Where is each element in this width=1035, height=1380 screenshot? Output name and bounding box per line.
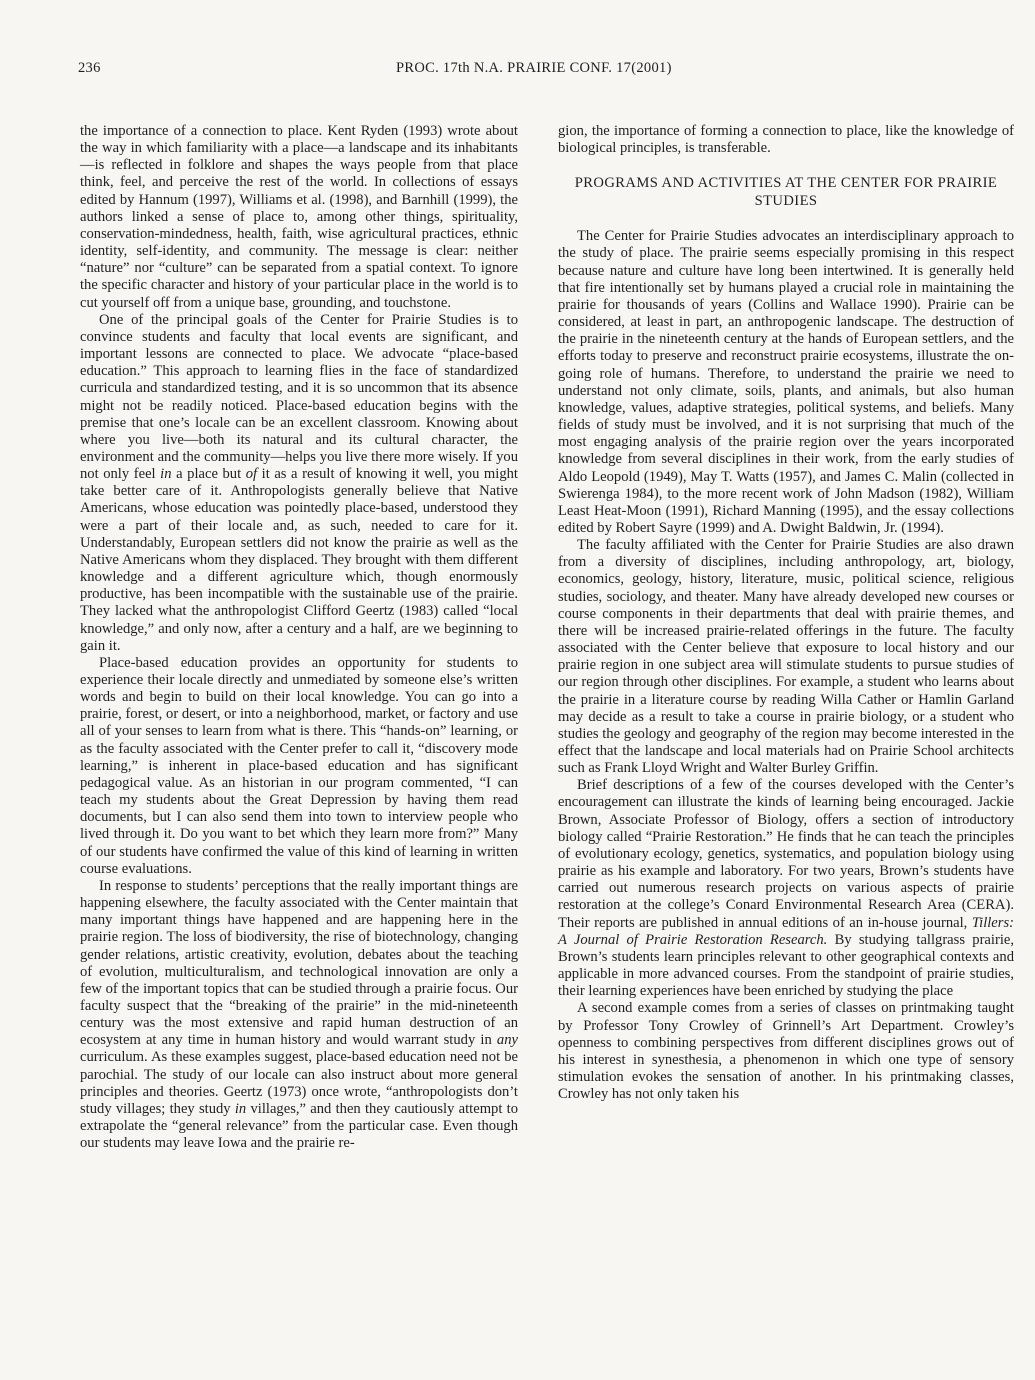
- paragraph-text: a place but: [171, 466, 246, 483]
- left-column: [80, 123, 518, 1152]
- paragraph-text: villages,” and then they cautiously attempt to extrapolate the “general relevance” from the particular case. Even though our students may leave Iowa and the prairie re-: [80, 1100, 519, 1152]
- paragraph: [80, 312, 518, 655]
- italic-word: in: [234, 1100, 247, 1117]
- paragraph: A second example comes from a series of classes on printmaking taught by Professor Tony Crowley of Grinnell’s Art Department. Crowley’s openness to combining perspectives from different disciplines grows out of his interest in synesthesia, a phenomenon in which one type of sensory stimulation evokes the sensation of another. In his printmaking classes, Crowley has not only taken his: [558, 1000, 1014, 1103]
- paragraph-text: By studying tallgrass prairie, Brown’s students learn principles relevant to other geographical contexts and applicable in more advanced courses. From the standpoint of prairie studies, their learning experiences have been enriched by studying the place: [558, 931, 1014, 1000]
- paragraph: The Center for Prairie Studies advocates an interdisciplinary approach to the study of place. The prairie seems especially promising in this respect because nature and culture have long been intertwined. It is generally held that fire intentionally set by humans played a crucial role in maintaining the prairie for thousands of years (Collins and Wallace 1990). Prairie can be considered, at least in part, an anthropogenic landscape. The destruction of the prairie in the nineteenth century at the hands of European settlers, and the efforts today to preserve and reconstruct prairie ecosystems, illustrate the on-going role of humans. Therefore, to understand the prairie we need to understand not only climate, soils, plants, and animals, but also human knowledge, values, adaptive strategies, political systems, and beliefs. Many fields of study must be involved, and it is not surprising that much of the most engaging analysis of the prairie region over the years incorporated knowledge from several disciplines in their work, from the early studies of Aldo Leopold (1949), May T. Watts (1957), and James C. Malin (collected in Swierenga 1984), to the more recent work of John Madson (1982), William Least Heat-Moon (1991), Richard Manning (1995), and the essay collections edited by Robert Sayre (1999) and A. Dwight Baldwin, Jr. (1994).: [558, 228, 1014, 536]
- paragraph-text: it as a result of knowing it well, you might take better care of it. Anthropologists generally believe that Native Americans, whose education was pointedly place-based, understood they were a part of their locale and, as such, needed to care for it. Understandably, European settlers did not know the prairie as well as the Native Americans whom they displaced. They brought with them different knowledge and a different agriculture which, though enormously productive, has been incompatible with the sustainable use of the prairie. They lacked what the anthropologist Clifford Geertz (1983) called “local knowledge,” and only now, after a century and a half, are we beginning to gain it.: [80, 466, 518, 654]
- section-heading: PROGRAMS AND ACTIVITIES AT THE CENTER FOR PRAIRIE STUDIES: [574, 175, 998, 209]
- paragraph-text: Brief descriptions of a few of the courses developed with the Center’s encouragement can illustrate the kinds of learning being encouraged. Jackie Brown, Associate Professor of Biology, offers a section of introductory biology called “Prairie Restoration.” He finds that he can teach the principles of evolutionary ecology, genetics, systematics, and population biology using prairie as his example and laboratory. For two years, Brown’s students have carried out numerous research projects on various aspects of prairie restoration at the college’s Conard Environmental Research Area (CERA). Their reports are published in annual editions of an in-house journal,: [558, 777, 1014, 931]
- paragraph: [558, 777, 1014, 1000]
- italic-word: in: [160, 466, 172, 483]
- journal-citation: PROC. 17th N.A. PRAIRIE CONF. 17(2001): [396, 60, 672, 76]
- paragraph-text: In response to students’ perceptions that the really important things are happening elsewhere, the faculty associated with the Center maintain that many important things have happened and are happening here in the prairie region. The loss of biodiversity, the rise of biotechnology, changing gender relations, artistic creativity, evolution, debates about the teaching of evolution, multiculturalism, and technological innovation are only a few of the important topics that can be studied through a prairie focus. Our faculty suspect that the “breaking of the prairie” in the mid-nineteenth century was the most extensive and rapid human destruction of an ecosystem at any time in human history and would warrant study in: [80, 877, 518, 1049]
- paragraph: gion, the importance of forming a connection to place, like the knowledge of biological principles, is transferable.: [558, 123, 1014, 157]
- paragraph: [80, 878, 518, 1153]
- right-column: [558, 123, 1014, 1103]
- paragraph: the importance of a connection to place. Kent Ryden (1993) wrote about the way in which familiarity with a place—a landscape and its inhabitants—is reflected in folklore and shapes the ways people from that place think, feel, and perceive the rest of the world. In collections of essays edited by Hannum (1997), Williams et al. (1998), and Barnhill (1999), the authors linked a sense of place to, among other things, spirituality, conservation-mindedness, health, faith, wise agricultural practices, ethnic identity, self-identity, and community. The message is clear: neither “nature” nor “culture” can be separated from a spatial context. To ignore the specific character and history of your particular place in the world is to cut yourself off from a unique base, grounding, and touchstone.: [80, 123, 518, 311]
- paragraph: The faculty affiliated with the Center for Prairie Studies are also drawn from a diversity of disciplines, including anthropology, art, biology, economics, geology, history, literature, music, political science, religious studies, sociology, and theater. Many have already developed new courses or course components in their departments that deal with prairie themes, and there will be increased prairie-related offerings in the future. The faculty associated with the Center believe that exposure to local history and our prairie region in one subject area will stimulate students to pursue studies of our region through other disciplines. For example, a student who learns about the prairie in a literature course by reading Willa Cather or Hamlin Garland may decide as a result to take a course in prairie biology, or a student who studies the geology and geography of the region may become interested in the effect that the landscape and local materials had on Prairie School architects such as Frank Lloyd Wright and Walter Burley Griffin.: [558, 537, 1014, 777]
- paragraph-text: curriculum. As these examples suggest, place-based education need not be parochial. The study of our locale can also instruct about more general principles and theories. Geertz (1973) once wrote, “anthropologists don’t study villages; they study: [80, 1049, 518, 1117]
- page-number: 236: [78, 60, 101, 76]
- italic-word: any: [496, 1032, 518, 1049]
- paragraph-text: One of the principal goals of the Center for Prairie Studies is to convince students and faculty that local events are significant, and important lessons are connected to place. We advocate “place-based education.” This approach to learning flies in the face of standardized curricula and standardized testing, and it is so uncommon that its absence might not be readily noticed. Place-based education begins with the premise that one’s locale can be an excellent classroom. Knowing about where you live—both its natural and its cultural character, the environment and the community—helps you live there more wisely. If you not only feel: [80, 311, 518, 483]
- paragraph: Place-based education provides an opportunity for students to experience their locale directly and unmediated by someone else’s written words and begin to build on their local knowledge. You can go into a prairie, forest, or desert, or into a neighborhood, market, or factory and use all of your senses to learn from what is there. This “hands-on” learning, or as the faculty associated with the Center prefer to call it, “discovery mode learning,” is inherent in place-based education and has significant pedagogical value. As an historian in our program commented, “I can teach my students about the Great Depression by having them read documents, but I can also send them into town to interview people who lived through it. Do you want to bet which they learn more from?” Many of our students have confirmed the value of this kind of learning in written course evaluations.: [80, 654, 518, 877]
- running-header: [78, 60, 975, 82]
- journal-title: Tillers: A Journal of Prairie Restoration Research.: [558, 914, 1014, 948]
- italic-word: of: [245, 466, 258, 483]
